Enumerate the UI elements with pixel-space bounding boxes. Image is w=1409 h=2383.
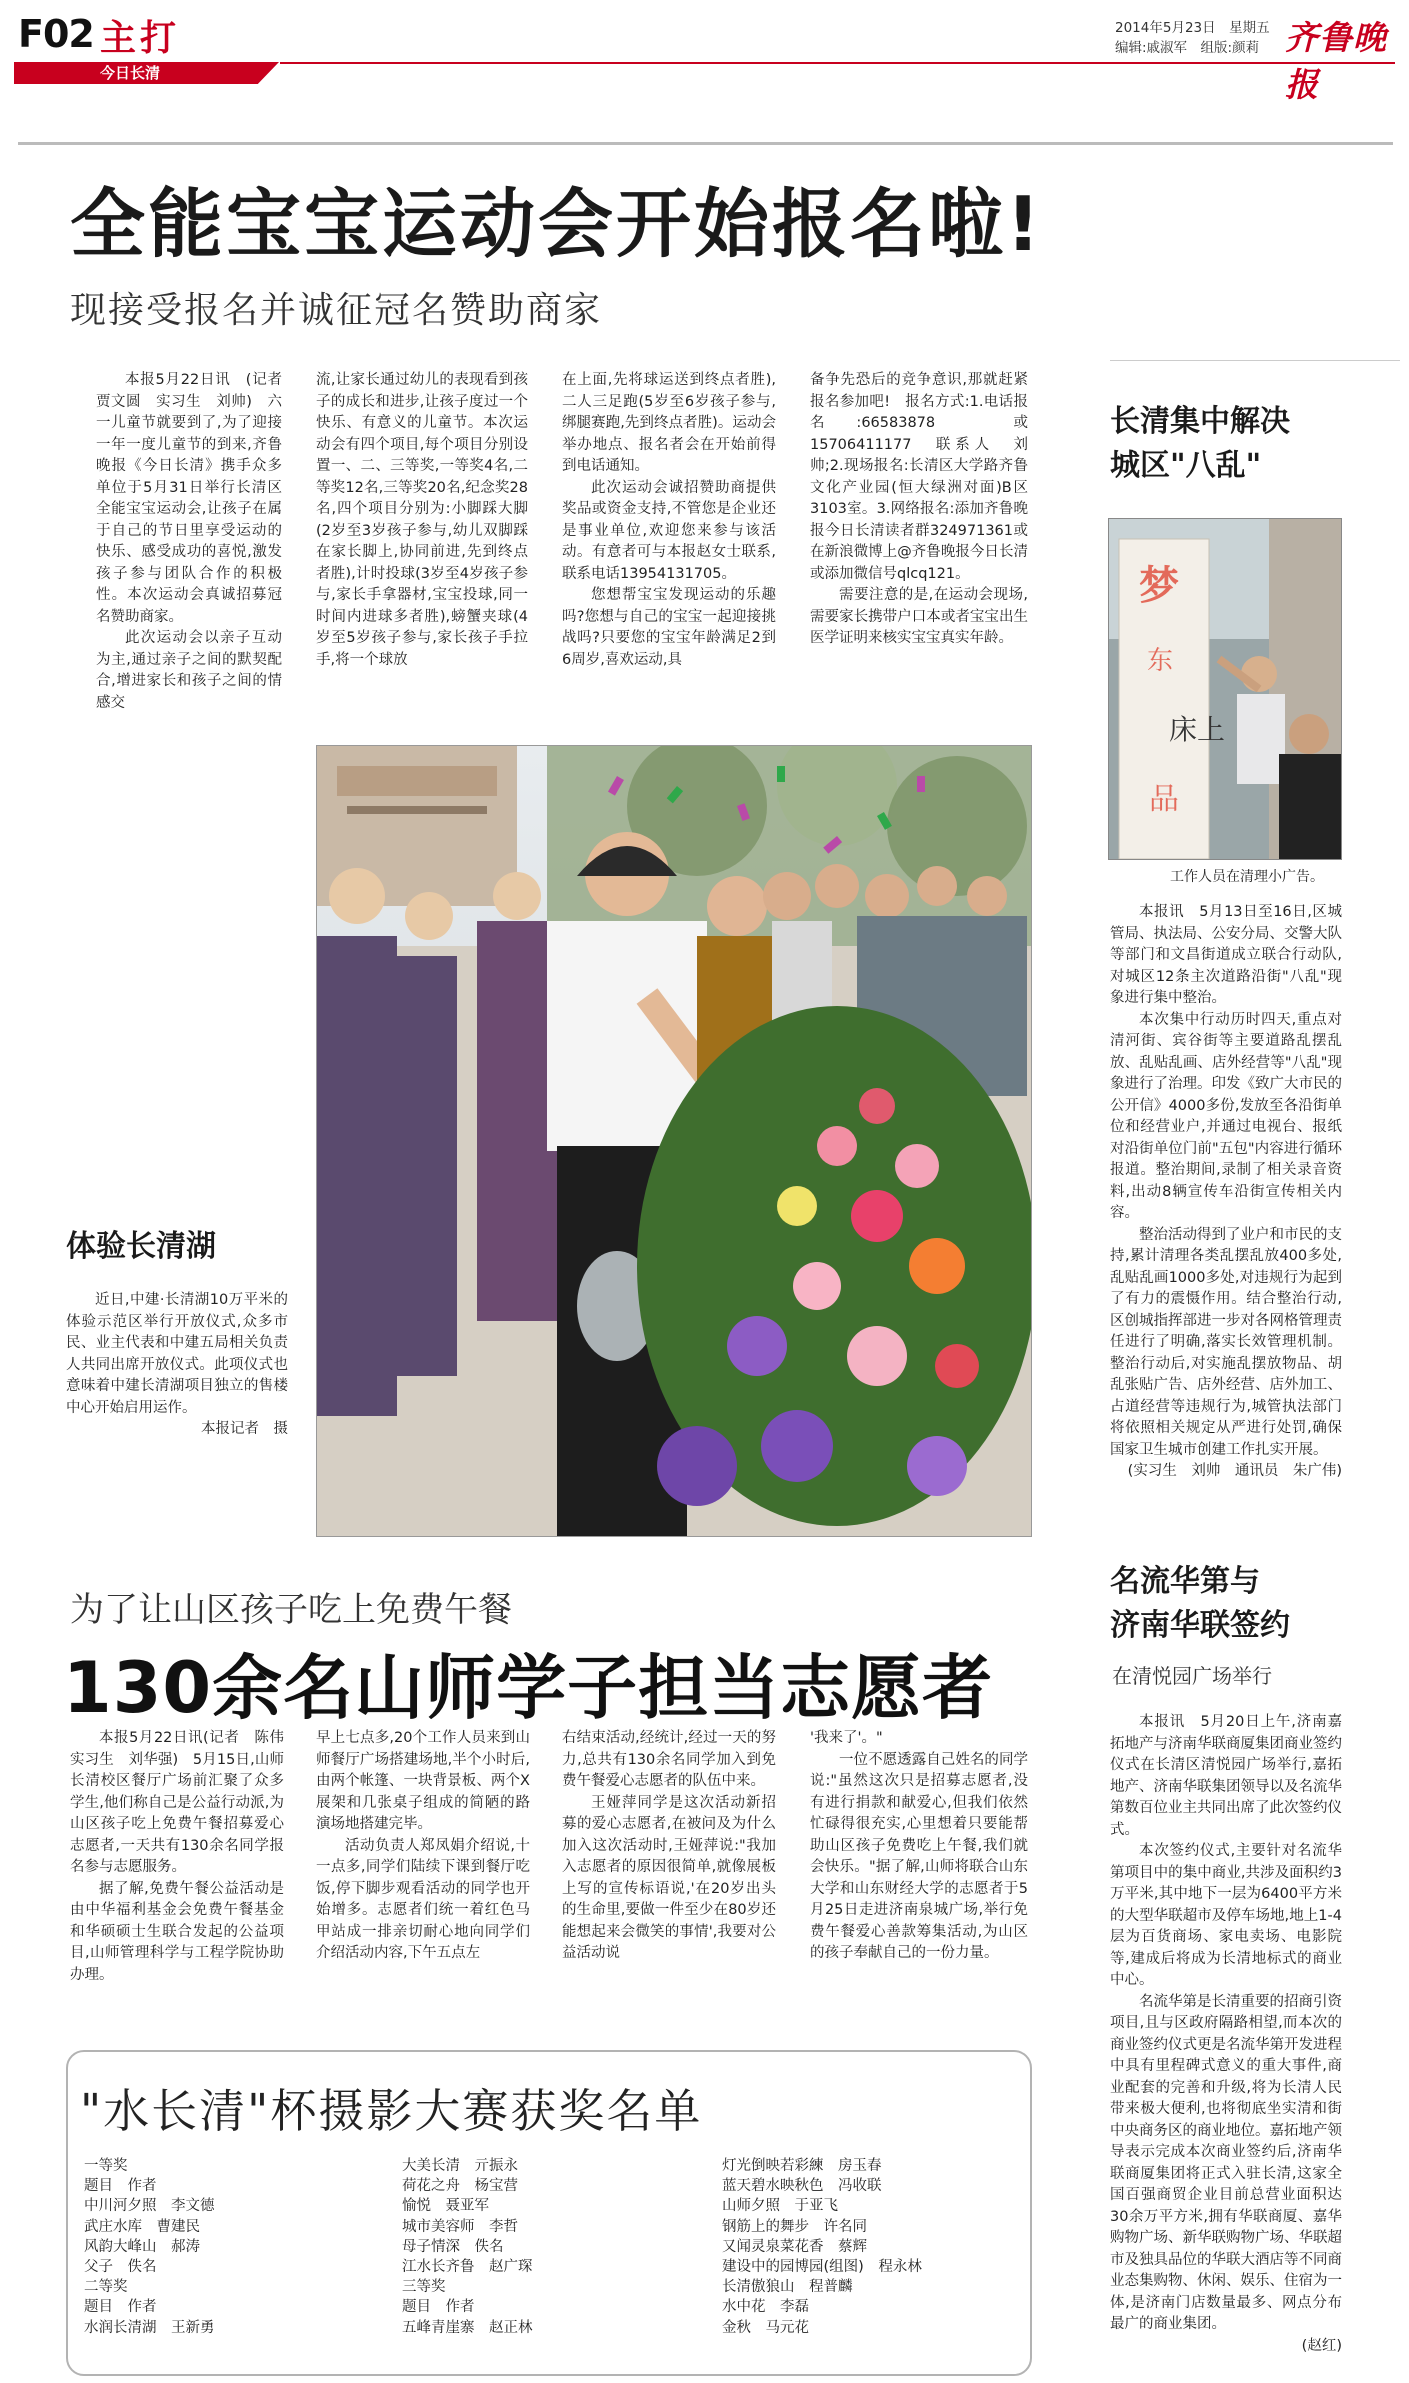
volunteer-column-3 [562,1728,776,1965]
award-item: 风韵大峰山 郝涛 [84,2238,200,2255]
lead-paragraph: 本报5月22日讯 (记者 贾文圆 实习生 刘帅) 六一儿童节就要到了,为了迎接一年一度儿童节的到来,齐鲁晚报《今日长清》携手众多单位于5月31日举行长清区全能宝宝运动会,让孩子在属于自己的节日里享受运动的快乐、感受成功的喜悦,激发孩子参与团队合作的积极性。本次运动会真诚招募冠名赞助商家。 [96,372,297,625]
sign-char: 品 [1149,782,1179,817]
volunteer-kicker: 为了让山区孩子吃上免费午餐 [70,1590,512,1630]
lead-paragraph: 此次运动会以亲子互动为主,通过亲子之间的默契配合,增进家长和孩子之间的情感交 [96,630,282,711]
award-title: "水长清"杯摄影大赛获奖名单 [80,2084,703,2138]
award-list-3 [722,2156,922,2338]
sidebar-rule [1110,360,1400,361]
ceremony-photo [316,745,1032,1537]
city-photo-caption: 工作人员在清理小广告。 [1170,869,1324,885]
lake-signature: 本报记者 摄 [201,1421,288,1437]
award-item: 蓝天碧水映秋色 冯收联 [722,2178,882,2195]
award-item: 五峰青崖寨 赵正林 [402,2319,533,2336]
award-item: 愉悦 聂亚军 [402,2198,489,2215]
page-code: F02 [18,12,94,56]
date-line: 2014年5月23日 星期五 [1115,20,1270,36]
volunteer-paragraph: '我来了'。" [810,1730,883,1746]
award-item: 江水长齐鲁 赵广琛 [402,2259,533,2276]
award-item: 钢筋上的舞步 许名同 [722,2218,867,2235]
sign-headline-line-2: 济南华联签约 [1110,1608,1290,1643]
sign-subheadline: 在清悦园广场举行 [1112,1664,1272,1688]
award-item: 二等奖 [84,2279,128,2296]
award-item: 山师夕照 于亚飞 [722,2198,838,2215]
sign-body [1110,1712,1342,2357]
award-item: 父子 佚名 [84,2259,157,2276]
lead-column-4 [810,370,1028,650]
volunteer-paragraph: 本报5月22日讯(记者 陈伟 实习生 刘华强) 5月15日,山师长清校区餐厅广场前汇聚了众多学生,他们称自己是公益行动派,为山区孩子吃上免费午餐招募爱心志愿者,一天共有130余名同学报名参与志愿服务。 [70,1730,299,1875]
lead-column-3 [562,370,776,671]
lead-paragraph: 备争先恐后的竞争意识,那就赶紧报名参加吧! 报名方式:1.电话报名:66583878 或15706411177 联系人 刘帅;2.现场报名:长清区大学路齐鲁文化产业园(恒大绿洲对面)B区3103室。3.网络报名:添加齐鲁晚报今日长清读者群324971361或在新浪微博上@齐鲁晚报今日长清或添加微信号qlcq121。 [810,372,1028,582]
lead-column-2 [316,370,528,671]
city-headline [1110,400,1290,488]
sign-paragraph: 名流华第是长清重要的招商引资项目,且与区政府隔路相望,而本次的商业签约仪式更是名流华第开发进程中具有里程碑式意义的重大事件,商业配套的完善和升级,将为长清人民带来极大便利,也将彻底坐实清和街中央商务区的商业地位。嘉拓地产领导表示完成本次商业签约后,济南华联商厦集团将正式入驻长清,这家全国百强商贸企业目前总营业面积达30余万平方米,拥有华联商厦、嘉华购物广场、新华联购物广场、华联超市及独具品位的华联大酒店等不同商业态集购物、休闲、娱乐、住宿为一体,是济南门店数量最多、网点分布最广的商业集团。 [1110,1993,1342,2332]
lead-column-1 [96,370,297,714]
lake-headline: 体验长清湖 [66,1229,216,1264]
award-item: 金秋 马元花 [722,2319,809,2336]
header-rule [280,62,1395,64]
city-signature: (实习生 刘帅 通讯员 朱广伟) [1127,1463,1342,1479]
city-photo [1108,518,1342,860]
subsection-label: 今日长清 [100,64,161,82]
sign-paragraph: 本报讯 5月20日上午,济南嘉拓地产与济南华联商厦集团商业签约仪式在长清区清悦园广场举行,嘉拓地产、济南华联集团领导以及名流华第数百位业主共同出席了此次签约仪式。 [1110,1714,1342,1838]
award-list-1 [84,2156,215,2338]
staff-line: 编辑:戚淑军 组版:颜莉 [1115,40,1260,56]
sign-headline [1110,1560,1290,1648]
award-item: 母子情深 佚名 [402,2238,504,2255]
volunteer-headline: 130余名山师学子担当志愿者 [63,1647,994,1729]
lead-headline: 全能宝宝运动会开始报名啦! [70,180,1044,268]
lead-paragraph: 流,让家长通过幼儿的表现看到孩子的成长和进步,让孩子度过一个快乐、有意义的儿童节。本次运动会有四个项目,每个项目分别设置一、二、三等奖,一等奖4名,二等奖12名,三等奖20名,纪念奖28名,四个项目分别为:小脚踩大脚(2岁至3岁孩子参与,幼儿双脚踩在家长脚上,协同前进,先到终点者胜),计时投球(3岁至4岁孩子参与,家长手拿器材,宝宝投球,同一时间内进球多者胜),螃蟹夹球(4岁至5岁孩子参与,家长孩子手拉手,将一个球放 [316,372,528,668]
lead-subheadline: 现接受报名并诚征冠名赞助商家 [70,290,603,331]
award-list-2 [402,2156,533,2338]
city-body [1110,902,1342,1483]
award-item: 荷花之舟 杨宝营 [402,2178,518,2195]
award-item: 水润长清湖 王新勇 [84,2319,215,2336]
sign-signature: (赵红) [1301,2337,1342,2354]
top-rule [18,142,1393,145]
sign-paragraph: 本次签约仪式,主要针对名流华第项目中的集中商业,共涉及面积约3万平米,其中地下一层为6400平方米的大型华联超市及停车场地,地上1-4层为百货商场、家电卖场、电影院等,建成后将成为长清地标式的商业中心。 [1110,1843,1342,1988]
lead-paragraph: 此次运动会诚招赞助商提供奖品或资金支持,不管您是企业还是事业单位,欢迎您来参与该活动。有意者可与本报赵女士联系,联系电话13954131705。 [562,479,776,582]
award-item: 题目 作者 [402,2299,475,2316]
volunteer-paragraph: 一位不愿透露自己姓名的同学说:"虽然这次只是招募志愿者,没有进行捐款和献爱心,但我们依然忙碌得很充实,心里想着只要能帮助山区孩子免费吃上午餐,我们就会快乐。"据了解,山师将联合山东大学和山东财经大学的志愿者于5月25日走进济南泉城广场,举行免费午餐爱心善款筹集活动,为山区的孩子奉献自己的一份力量。 [810,1751,1028,1961]
lead-paragraph: 您想帮宝宝发现运动的乐趣吗?您想与自己的宝宝一起迎接挑战吗?只要您的宝宝年龄满足2到6周岁,喜欢运动,具 [562,587,776,668]
ceremony-photo-illustration [317,746,1031,1536]
section-title: 主打 [100,18,181,59]
volunteer-paragraph: 早上七点多,20个工作人员来到山师餐厅广场搭建场地,半个小时后,由两个帐篷、一块背景板、两个X展架和几张桌子组成的简陋的路演场地搭建完毕。 [316,1730,530,1832]
award-item: 长清傲狼山 程普麟 [722,2279,853,2296]
lake-body [66,1290,288,1441]
volunteer-column-4 [810,1728,1028,1965]
sign-headline-line-1: 名流华第与 [1110,1564,1260,1599]
volunteer-paragraph: 据了解,免费午餐公益活动是由中华福利基金会免费午餐基金和华硕硕士生联合发起的公益项目,山师管理科学与工程学院协助办理。 [70,1880,284,1983]
award-item: 三等奖 [402,2279,446,2296]
city-headline-line-1: 长清集中解决 [1110,404,1290,439]
volunteer-column-2 [316,1728,530,1965]
award-item: 大美长清 亓振永 [402,2158,518,2174]
award-item: 题目 作者 [84,2299,157,2316]
city-photo-illustration [1109,519,1341,859]
city-headline-line-2: 城区"八乱" [1110,448,1262,483]
lake-paragraph: 近日,中建·长清湖10万平米的体验示范区举行开放仪式,众多市民、业主代表和中建五局相关负责人共同出席开放仪式。此项仪式也意味着中建长清湖项目独立的售楼中心开始启用运作。 [66,1292,288,1416]
city-paragraph: 本次集中行动历时四天,重点对清河街、宾谷街等主要道路乱摆乱放、乱贴乱画、店外经营等"八乱"现象进行了治理。印发《致广大市民的公开信》4000多份,发放至各沿街单位和经营业户,并通过电视台、报纸对沿街单位门前"五包"内容进行循环报道。整治期间,录制了相关录音资料,出动8辆宣传车沿街宣传相关内容。 [1110,1011,1342,1221]
sign-char: 床上 [1169,713,1226,746]
volunteer-column-1 [70,1728,299,1986]
newspaper-logo: 齐鲁晚报 [1285,18,1387,104]
city-paragraph: 整治活动得到了业户和市民的支持,累计清理各类乱摆乱放400多处,乱贴乱画1000多处,对违规行为起到了有力的震慑作用。结合整治行动,区创城指挥部进一步对各网格管理责任进行了明确,落实长效管理机制。整治行动后,对实施乱摆放物品、胡乱张贴广告、店外经营、店外加工、占道经营等违规行为,城管执法部门将依照相关规定从严进行处罚,确保国家卫生城市创建工作扎实开展。 [1110,1226,1342,1458]
award-item: 中川河夕照 李文德 [84,2198,215,2215]
award-item: 灯光倒映若彩練 房玉春 [722,2158,882,2174]
volunteer-paragraph: 王娅萍同学是这次活动新招募的爱心志愿者,在被问及为什么加入这次活动时,王娅萍说:"我加入志愿者的原因很简单,就像展板上写的宣传标语说,'在20岁出头的生命里,要做一件至少在80岁还能想起来会微笑的事情',我要对公益活动说 [562,1794,776,1961]
award-item: 建设中的园博园(组图) 程永林 [722,2259,922,2276]
award-item: 题目 作者 [84,2178,157,2195]
award-item: 武庄水库 曹建民 [84,2218,200,2235]
city-paragraph: 本报讯 5月13日至16日,区城管局、执法局、公安分局、交警大队等部门和文昌街道成立联合行动队,对城区12条主次道路沿街"八乱"现象进行集中整治。 [1110,904,1342,1006]
volunteer-paragraph: 右结束活动,经统计,经过一天的努力,总共有130余名同学加入到免费午餐爱心志愿者的队伍中来。 [562,1730,776,1789]
award-item: 城市美容师 李哲 [402,2218,518,2235]
lead-paragraph: 需要注意的是,在运动会现场,需要家长携带户口本或者宝宝出生医学证明来核实宝宝真实年龄。 [810,587,1028,646]
award-item: 一等奖 [84,2158,128,2174]
lead-paragraph: 在上面,先将球运送到终点者胜),二人三足跑(5岁至6岁孩子参与,绑腿赛跑,先到终点者胜)。运动会举办地点、报名者会在开始前得到电话通知。 [562,372,776,474]
award-item: 又闻灵泉菜花香 蔡辉 [722,2238,867,2255]
header-meta [1115,18,1270,58]
sign-char: 梦 [1139,563,1179,609]
award-item: 水中花 李磊 [722,2299,809,2316]
sign-char: 东 [1147,646,1174,676]
volunteer-paragraph: 活动负责人郑凤娟介绍说,十一点多,同学们陆续下课到餐厅吃饭,停下脚步观看活动的同学也开始增多。志愿者们统一着红色马甲站成一排亲切耐心地向同学们介绍活动内容,下午五点左 [316,1837,530,1961]
